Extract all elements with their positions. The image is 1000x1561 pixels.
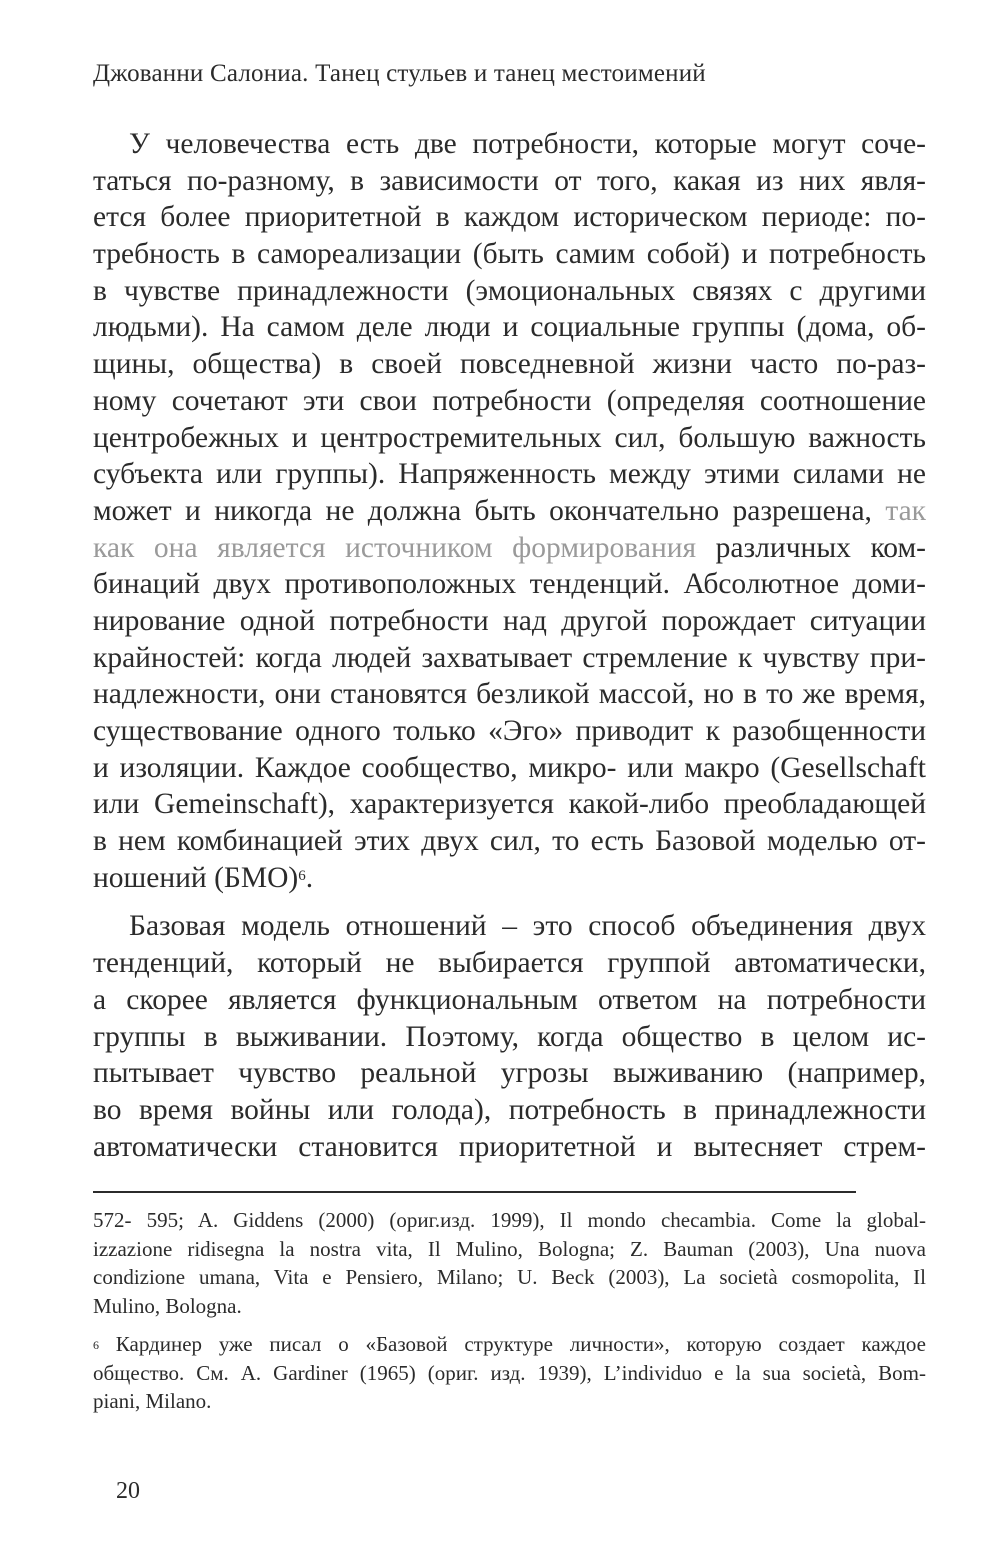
footnote-gap [93,1320,926,1330]
text-line: Базовая модель отношений – это способ объединения двух [129,910,926,943]
text-segment: различных ком- [696,531,926,564]
text-line: ному сочетают эти свои потребности (определяя соотношение [93,384,926,417]
text-line: крайностей: когда людей захватывает стремление к чувству при- [93,641,926,674]
paragraph-gap [93,896,926,908]
text-line: людьми). На самом деле люди и социальные группы (дома, об- [93,311,926,344]
text-line: во время войны или голода), потребность в принадлежности [93,1093,926,1126]
footnote-line: общество. См. A. Gardiner (1965) (ориг. изд. 1939), L’individuo e la sua società, Bom- [93,1360,926,1385]
text-segment: может и никогда не должна быть окончательно разрешена, [93,494,886,527]
text-line: группы в выживании. Поэтому, когда общество в целом ис- [93,1020,926,1053]
text-line: и изоляции. Каждое сообщество, микро- или макро (Gesellschaft [93,751,926,784]
faded-text: как она является источником формирования [93,531,697,564]
text-line: нирование одной потребности над другой порождает ситуации [93,604,926,637]
text-line: автоматически становится приоритетной и вытесняет стрем- [93,1130,926,1163]
footnote-line: 572- 595; A. Giddens (2000) (ориг.изд. 1999), Il mondo checambia. Come la global- [93,1208,926,1232]
text-line: требность в самореализации (быть самим собой) и потребность [93,238,926,271]
text-line: пытывает чувство реальной угрозы выживанию (например, [93,1057,926,1090]
text-line: У человечества есть две потребности, которые могут соче- [129,128,926,160]
footnote-number: 6 [93,1338,99,1352]
text-segment: Кардинер уже писал о «Базовой структуре личности», которую создает каждое [99,1332,926,1356]
text-line: а скорее является функциональным ответом на потребности [93,983,926,1016]
text-segment: ношений (БМО) [93,861,299,894]
footnote-line [93,1330,926,1359]
page-number: 20 [116,1478,140,1504]
text-line: щины, общества) в своей повседневной жизни часто по-раз- [93,348,926,381]
footnote-line: izzazione ridisegna la nostra vita, Il Mulino, Bologna; Z. Bauman (2003), Una nuova [93,1236,926,1261]
text-line: в чувстве принадлежности (эмоциональных связях с другими [93,274,926,307]
text-line [93,530,926,567]
text-line: центробежных и центростремительных сил, большую важность [93,421,926,454]
text-segment: . [305,861,314,894]
footnote-line: Mulino, Bologna. [93,1293,242,1318]
text-line: надлежности, они становятся безликой массой, но в то же время, [93,678,926,711]
text-line [93,493,926,530]
text-line: существование одного только «Эго» приводит к разобщенности [93,715,926,747]
footnote-line: piani, Milano. [93,1389,212,1413]
text-line: бинаций двух противоположных тенденций. Абсолютное доми- [93,568,926,601]
footnote-reference[interactable]: 6 [298,867,306,884]
running-head: Джованни Салониа. Танец стульев и танец местоимений [93,60,706,87]
footnote-line: condizione umana, Vita e Pensiero, Milano; U. Beck (2003), La società cosmopolita, Il [93,1265,926,1289]
footnote-rule [93,1191,856,1193]
faded-text: так [885,494,926,527]
footnotes [93,1206,926,1416]
text-line: тенденций, который не выбирается группой автоматически, [93,947,926,980]
text-line [93,860,926,897]
text-line: субъекта или группы). Напряженность между этими силами не [93,458,926,491]
text-line: или Gemeinschaft), характеризуется какой-либо преобладающей [93,788,926,821]
body-text [93,126,926,1165]
text-line: таться по-разному, в зависимости от того, какая из них явля- [93,164,926,197]
text-line: в нем комбинацией этих двух сил, то есть Базовой моделью от- [93,825,926,858]
text-line: ется более приоритетной в каждом историческом периоде: по- [93,201,926,234]
